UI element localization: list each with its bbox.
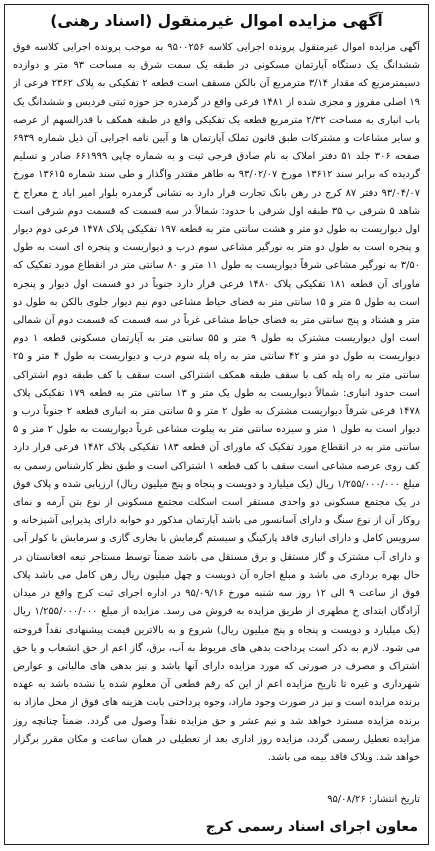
publish-date-line xyxy=(13,791,420,809)
notice-title: آگهی مزایده اموال غیرمنقول (اسناد رهنی) xyxy=(50,12,383,30)
signature: معاون اجرای اسناد رسمی کرج xyxy=(205,819,418,835)
publish-date-label: تاریخ انتشار: xyxy=(368,794,420,805)
notice-body: آگهی مزایده اموال غیرمنقول پرونده اجرایی کلاسه ۹۵۰۰۲۵۶ به موجب پرونده اجرایی کلاسه فوق ششدانگ یک دستگاه آپارتمان مسکونی در طبقه یک سمت شرق به مساحت ۹۳ متر و دوازده دسیمترمربع که مقدار ۳/۱۴ مترمربع آن بالکن مسقف است قطعه ۲ تفکیکی به پلاک ۲۳۶۲ فرعی از ۱۹ اصلی مفروز و مجزی شده از ۱۴۸۱ فرعی واقع در گرمدره جز حوزه ثبتی فردیس و ششدانگ یک باب انباری به مساحت ۲/۳۲ مترمربع قطعه یک تفکیکی واقع در طبقه همکف با قدرالسهم از عرصه و سایر مشاعات و مشترکات طبق قانون تملک آپارتمان ها و آیین نامه اجرایی آن ذیل شماره ۶۹۳۹ صفحه ۳۰۶ جلد ۵۱ دفتر املاک به نام صادق فرجی ثبت و به شماره چاپی ۶۶۱۹۹۹ صادر و تسلیم گردیده که برابر سند ۱۳۶۱۲ مورخ ۹۳/۰۲/۰۷ به طاهر مقتدر واگذار و طی سند شماره ۱۳۶۱۵ مورخ ۹۳/۰۴/۰۷ دفتر ۸۷ کرج در رهن بانک تجارت قرار دارد به نشانی گرمدره بلوار امیر اباد خ معراج خ شاهد ۵ شرقی پ ۳۵ طبقه اول شرقی با حدود: شمالاً در سه قسمت که قسمت دوم شرقی است اول دیواریست به طول دو متر و هشت سانتی متر به قطعه ۱۹۷ تفکیکی پلاک ۱۴۷۸ فرعی دوم دیوار و پنجره است به طول دو متر به نورگیر مشاعی سوم درب و دیواریست و پنجره ای است به طول ۳/۵۰ به نورگیر مشاعی شرقاً دیواریست به طول ۱۱ متر و ۸۰ سانتی متر در انقطاع مورد تفکیک که ماورای آن قطعه ۱۸۱ تفکیکی پلاک ۱۴۸۰ فرعی قرار دارد جنوباً در دو قسمت اول دیوار و پنجره است به طول ۵ متر و ۱۵ سانتی متر به فضای حیاط مشاعی دوم نیم دیوار جلوی بالکن به طول دو متر و هشتاد و پنج سانتی متر به فضای حیاط مشاعی غرباً در سه قسمت که قسمت دوم آن شمالی است اول دیواریست مشترک به طول ۹ متر و ۵۵ سانتی متر به آپارتمان مسکونی قطعه ۱ دوم دیواریست به طول دو متر و ۴۲ سانتی متر به راه پله سوم درب و دیواریست به طول ۴ متر و ۲۵ سانتی متر به راه پله کف با سقف طبقه همکف اشتراکی است سقف با کف طبقه دوم اشتراکی است حدود انباری: شمالاً دیواریست به طول یک متر و ۱۳ سانتی متر به قطعه ۱۷۹ تفکیکی پلاک ۱۴۷۸ فرعی شرقاً دیواریست مشترک به طول ۲ متر و ۵ سانتی متر به انباری قطعه ۲ جنوباً درب و دیوار است به طول ۱ متر و سیزده سانتی متر به پیلوت مشاعی غرباً دیواریست به طول ۲ متر و ۵ سانتی متر به در انقطاع مورد تفکیک که ماورای آن قطعه ۱۸۳ تفکیکی پلاک ۱۴۸۲ فرعی قرار دارد کف روی عرصه مشاعی است سقف با کف قطعه ۱ اشتراکی است و طبق نظر کارشناس رسمی به مبلغ ۱/۲۵۵/۰۰۰/۰۰۰ ریال (یک میلیارد و دویست و پنجاه و پنج میلیون ریال) ارزیابی شده و پلاک فوق در یک مجتمع مسکونی دو واحدی مستقر است اسکلت مجتمع مسکونی از نوع بتن آرمه و نمای روکار آن از نوع سنگ و دارای آسانسور می باشد آپارتمان مذکور دو خوابه دارای پذیرایی آشپزخانه و سرویس کامل و دارای انباری فاقد پارکینگ و سیستم گرمایش با بخاری گازی و سرمایش با کولر آبی و دارای آب مشترک و گاز مستقل و برق مستقل می باشد ضمناً توسط مستاجر تبعه افغانستان در حال بهره برداری می باشد و مبلغ اجاره آن دویست و چهل میلیون ریال رهن کامل می باشد پلاک فوق از ساعت ۹ الی ۱۲ روز سه شنبه مورخ ۹۵/۰۹/۱۶ در اداره اجرای ثبت کرج واقع در میدان آزادگان ابتدای خ مطهری از طریق مزایده به فروش می رسد. مزایده از مبلغ ۱/۲۵۵/۰۰۰/۰۰۰ ریال (یک میلیارد و دویست و پنجاه و پنج میلیون ریال) شروع و به بالاترین قیمت پیشنهادی نقداً فروخته می شود. لازم به ذکر است پرداخت بدهی های مربوط به آب، برق، گاز اعم از حق انشعاب و یا حق اشتراک و مصرف در صورتی که مورد مزایده دارای آنها باشد و نیز بدهی های مالیاتی و عوارض شهرداری و غیره تا تاریخ مزایده اعم از این که رقم قطعی آن معلوم شده یا نشده باشد به عهده برنده مزایده است و نیز در صورت وجود مازاد، وجوه پرداختی بابت هزینه های فوق از محل مازاد به برنده مزایده مسترد خواهد شد و نیم عشر و حق مزایده نقداً وصول می گردد. ضمناً چنانچه روز مزایده تعطیل رسمی گردد، مزایده روز اداری بعد از تعطیلی در همان ساعت و مکان مقرر برگزار خواهد شد. ویلاک فاقد بیمه می باشد. xyxy=(13,42,420,763)
publish-date: ۹۵/۰۸/۲۶ xyxy=(327,794,366,805)
auction-notice xyxy=(4,4,429,845)
